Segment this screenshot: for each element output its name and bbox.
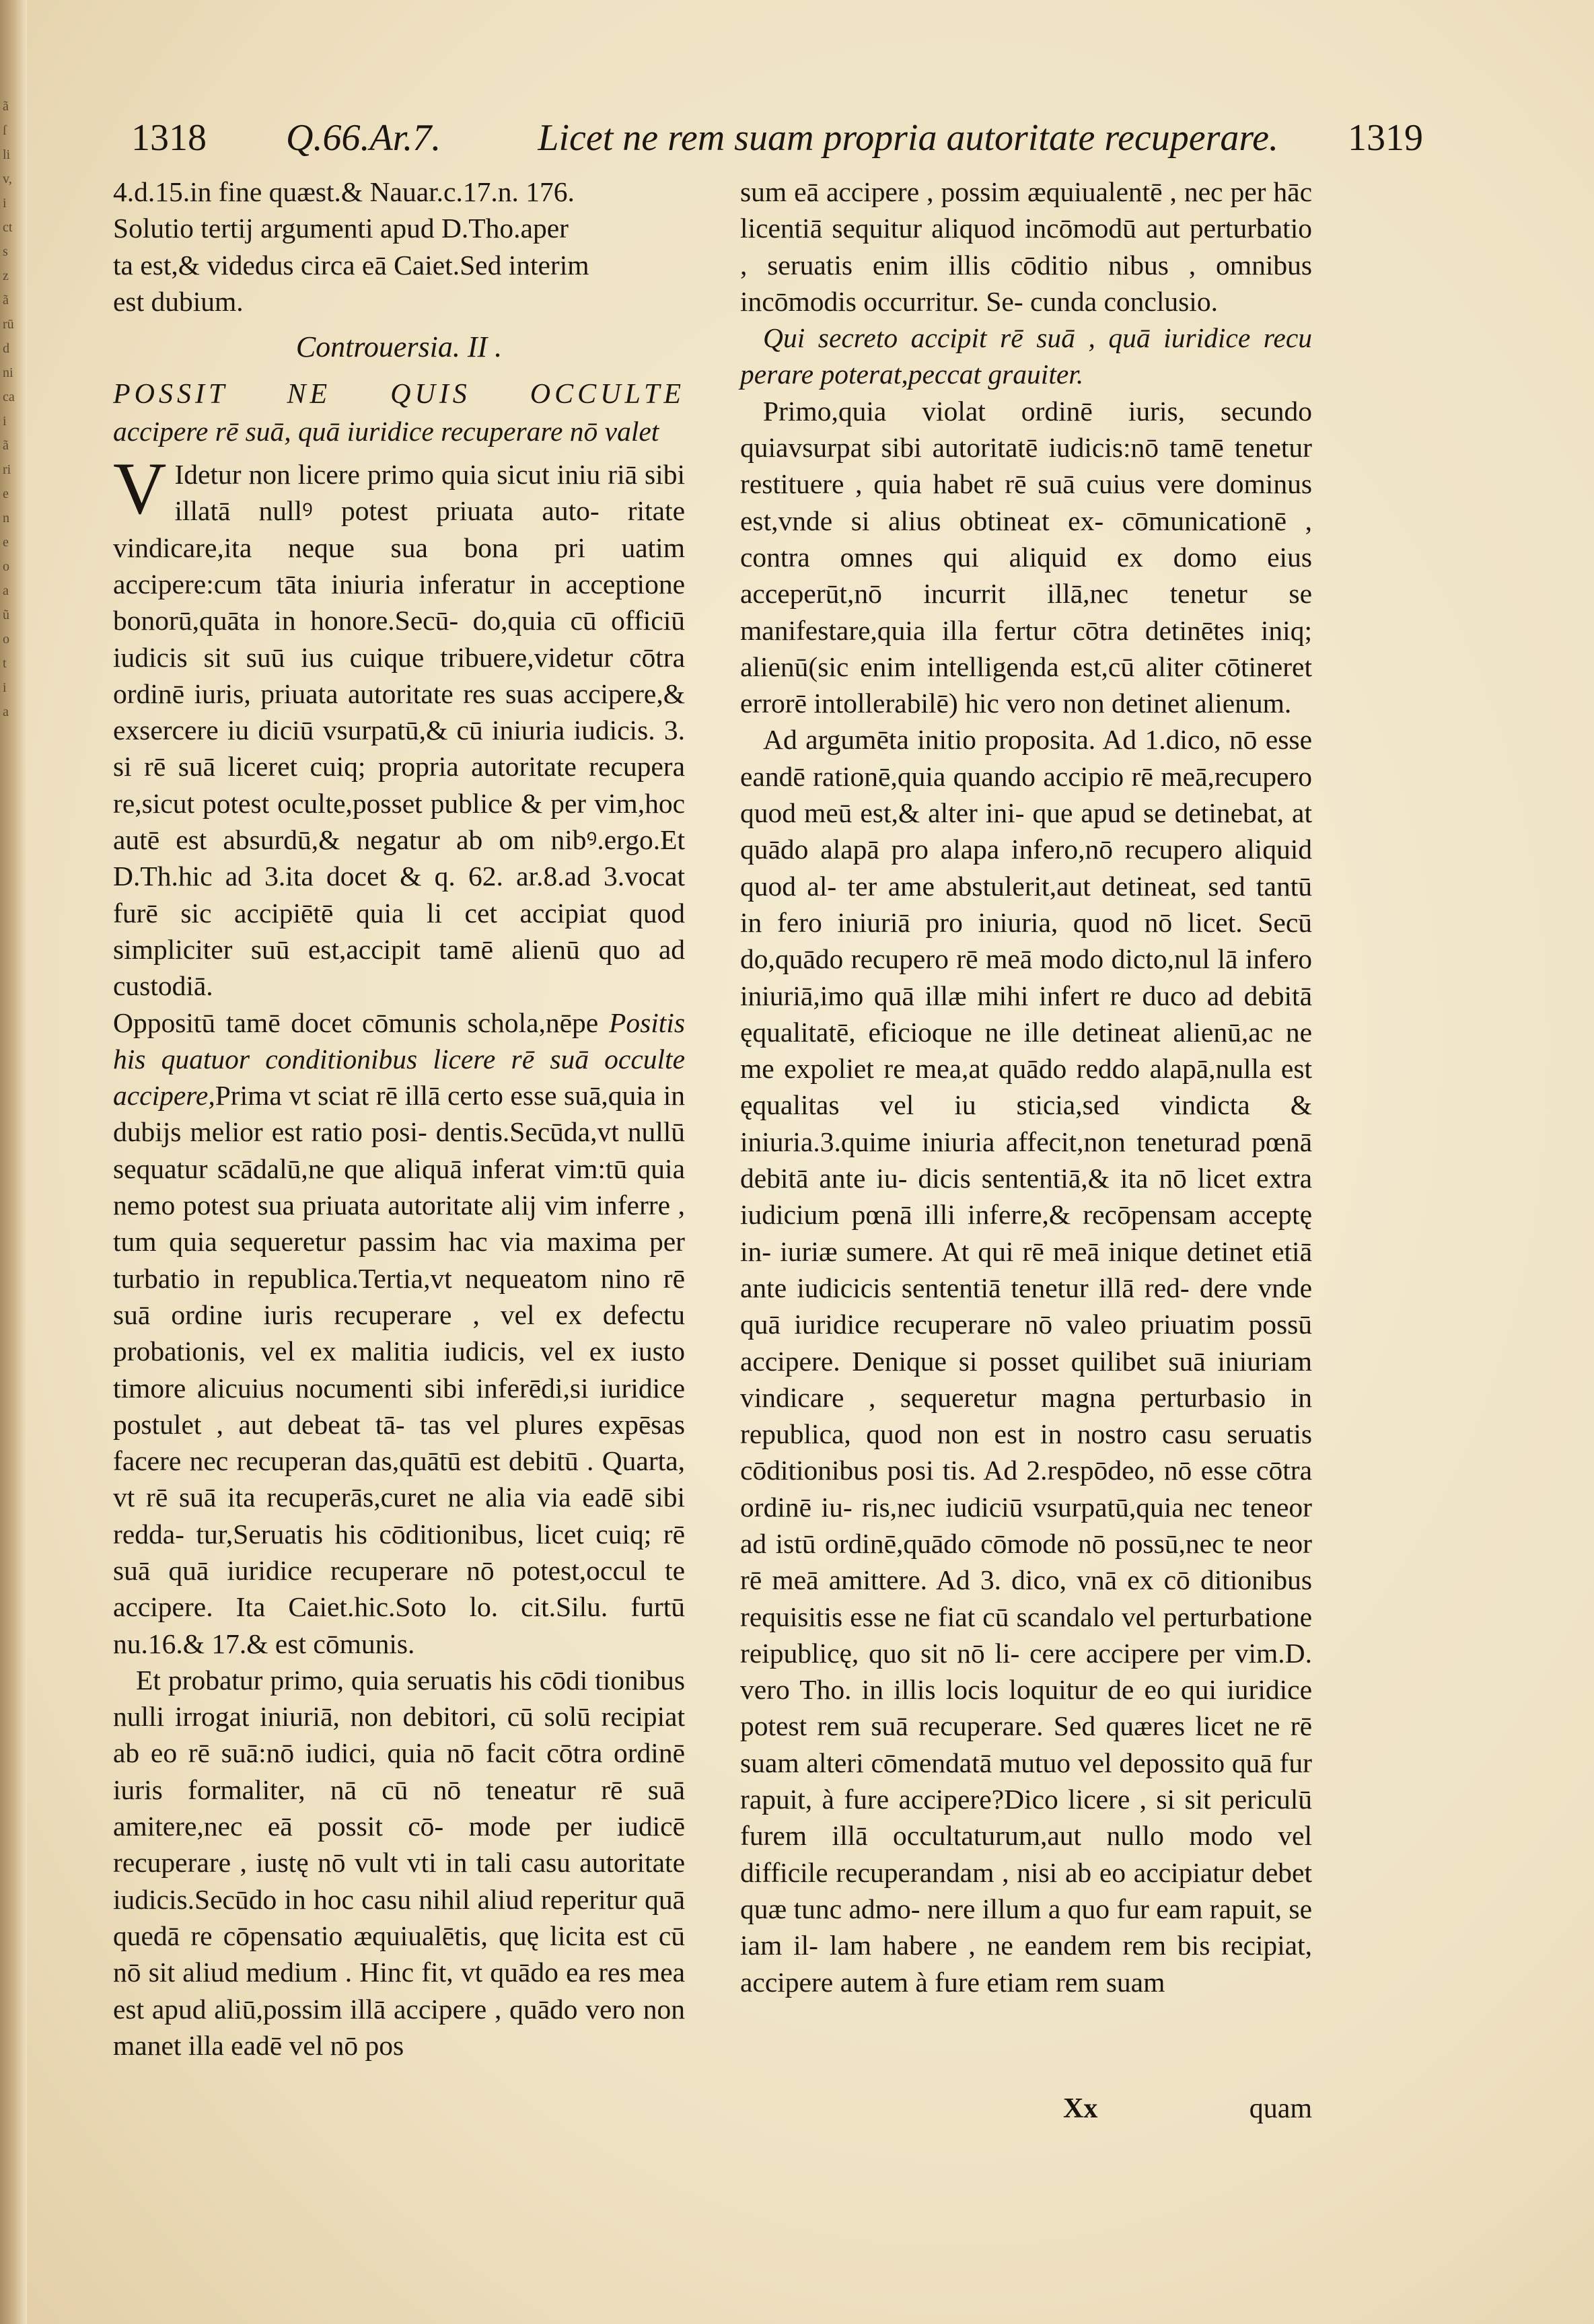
- page-footer: [740, 2093, 1312, 2133]
- paragraph-1-text: Idetur non licere primo quia sicut iniu riā sibi illatā nullꝰ potest priuata auto- ritate vindicare,ita neque sua bona pri uatim accipere:cum tāta iniuria inferatur in acceptione bonorū,quāta in honore.Secū- do,quia cū officiū iudicis sit suū ius cuique tribuere,videtur cōtra ordinē iuris, priuata autoritate res suas accipere,& exsercere iu diciū vsurpatū,& cū iniuria iudicis. 3. si rē suā liceret cuiq; propria autoritate recupera re,sicut potest oculte,posset publice & per vim,hoc autē est absurdū,& negatur ab om nibꝰ.ergo.Et D.Th.hic ad 3.ita docet & q. 62. ar.8.ad 3.vocat furē sic accipiētē quia li cet accipiat quod simpliciter suū est,accipit tamē alienū quo ad custodiā.: [113, 459, 685, 1002]
- question-subtitle: accipere rē suā, quā iuridice recuperare nō valet: [113, 415, 659, 447]
- paragraph-6: Ad argumēta initio proposita. Ad 1.dico, nō esse eandē rationē,quia quando accipio rē meā,recupero quod meū est,& alter ini- que apud se detinebat, at quādo alapā pro alapa infero,nō recupero aliquid quod al- ter ame abstulerit,aut detineat, sed tantū in fero iniuriā pro iniuria, quod nō licet. Secū do,quādo recupero rē meā modo dicto,nul lā infero iniuriā,imo quā illæ mihi infert re duco ad debitā ęqualitatē, eficioque ne ille detineat alienū,ac ne me expoliet re mea,at quādo reddo alapā,nulla est ęqualitas vel iu sticia,sed vindicta & iniuria.3.quime iniuria affecit,non teneturad pœnā debitā ante iu- dicis sententiā,& ita nō licet extra iudicium pœnā illi inferre,& recōpensam acceptę in- iuriæ sumere. At qui rē meā inique detinet etiā ante iudicicis sententiā tenetur illā red- dere vnde quā iuridice recuperare nō valeo priuatim possū accipere. Denique si posset quilibet suā iniuriam vindicare , sequeretur magna perturbasio in republica, quod non est in nostro casu seruatis cōditionibus posi tis. Ad 2.respōdeo, nō esse cōtra ordinē iu- ris,nec iudiciū vsurpatū,quia nec teneor ad istū ordinē,quādo cōmode nō possū,nec te neor rē meā amittere. Ad 3. dico, vnā ex cō ditionibus requisitis esse ne fiat cū scandalo vel perturbatione reipublicę, quo sit nō li- cere accipere per vim.D. vero Tho. in illis locis loquitur de eo qui iuridice potest rem suā recuperare. Sed quæres licet ne rē suam alteri cōmendatā mutuo vel depossito quā fur rapuit, à fure accipere?Dico licere , si sit periculū furem illā occultaturum,aut nullo modo vel difficile recuperandam , nisi ab eo accipiatur debet quæ tunc admo- nere illum a quo fur eam rapuit, se iam il- lam habere , ne eandem rem bis recipiat, accipere autem à fure etiam rem suam: [740, 724, 1312, 1998]
- page-number-right: 1319: [1348, 117, 1423, 159]
- paragraph-3: Et probatur primo, quia seruatis his cōdi tionibus nulli irrogat iniuriā, non debitori, cū solū recipiat ab eo rē suā:nō iudici, quia nō facit cōtra ordinē iuris formaliter, nā cū nō teneatur rē suā amitere,nec eā possit cō- mode per iudicē recuperare , iustę nō vult vti in tali casu autoritate iudicis.Secūdo in hoc casu nihil aliud reperitur quā quedā re cōpensatio æquiualētis, quę licita est cū nō sit aliud medium . Hinc fit, vt quādo ea res mea est apud aliū,possim illā accipere , quādo vero non manet illa eadē vel nō pos: [113, 1664, 685, 2061]
- paragraph-5: Primo,quia violat ordinē iuris, secundo quiavsurpat sibi autoritatē iudicis:nō tamē tenetur restituere , quia habet rē suā cuius vere dominus est,vnde si alius obtineat ex- cōmunicationē , contra omnes qui aliquid ex domo eius acceperūt,nō incurrit illā,nec tenetur se manifestare,quia illa fertur cōtra detinētes iniq; alienū(sic enim intelligenda est,cū aliter cōtineret errorē intollerabilē) hic vero non detinet alienum.: [740, 395, 1312, 719]
- top-line-3: ta est,& videdus circa eā Caiet.Sed interim: [113, 249, 589, 281]
- right-column: [740, 174, 1312, 2000]
- paragraph-4: sum eā accipere , possim æquiualentē , nec per hāc licentiā sequitur aliquod incōmodū aut perturbatio , seruatis enim illis cōditio nibus , omnibus incōmodis occurritur. Se- cunda conclusio.: [740, 176, 1312, 317]
- adjacent-page-margin: ã ſ li v, i ct s z ã rū d ni ca i ã ri e n e o a ũ o t i a: [3, 99, 15, 719]
- top-line-4: est dubium.: [113, 285, 244, 317]
- quaestio-reference: Q.66.Ar.7.: [286, 117, 441, 159]
- signature-mark: Xx: [1063, 2093, 1098, 2124]
- paragraph-1: [113, 447, 685, 1004]
- top-line-2: Solutio tertij argumenti apud D.Tho.aper: [113, 213, 569, 244]
- paragraph-2-rest: Prima vt sciat rē illā certo esse suā,quia in dubijs melior est ratio posi- dentis.Secūda,vt nullū sequatur scādalū,ne que aliquā inferat vim:tū quia nemo potest sua priuata autoritate alij vim inferre , tum quia sequeretur passim hac via maxima per turbatio in republica.Tertia,vt nequeatom nino rē suā ordine iuris recuperare , vel ex defectu probationis, vel ex malitia iudicis, vel ex iusto timore alicuius nocumenti sibi inferēdi,si iuridice postulet , aut debeat tā- tas vel plures expēsas facere nec recuperan das,quātū est debitū . Quarta, vt rē suā ita recuperās,curet ne alia via eadē sibi redda- tur,Seruatis his cōditionibus, licet cuiq; rē suā quā iuridice recuperare nō potest,occul te accipere. Ita Caiet.hic.Soto lo. cit.Silu. furtū nu.16.& 17.& est cōmunis.: [113, 1080, 685, 1659]
- paragraph-2: [113, 1005, 685, 1662]
- paragraph-2-italic: Positis his quatuor conditionibus licere rē suā occulte accipere,: [113, 1007, 685, 1112]
- drop-cap: V: [113, 447, 167, 530]
- page-number-left: 1318: [131, 117, 207, 159]
- running-header: [121, 111, 1467, 175]
- question-title: POSSIT NE QUIS OCCULTE: [113, 379, 685, 410]
- left-column: [113, 174, 685, 2064]
- catchword: quam: [1249, 2093, 1312, 2124]
- running-title: Licet ne rem suam propria autoritate recuperare.: [538, 117, 1278, 159]
- paragraph-2-lead: Oppositū tamē docet cōmunis schola,nēpe: [113, 1007, 599, 1038]
- controversy-heading: Controuersia. II .: [295, 330, 503, 364]
- second-conclusion: Qui secreto accipit rē suā , quā iuridice recu perare poterat,peccat grauiter.: [740, 322, 1312, 390]
- top-line-1: 4.d.15.in fine quæst.& Nauar.c.17.n. 176.: [113, 176, 575, 207]
